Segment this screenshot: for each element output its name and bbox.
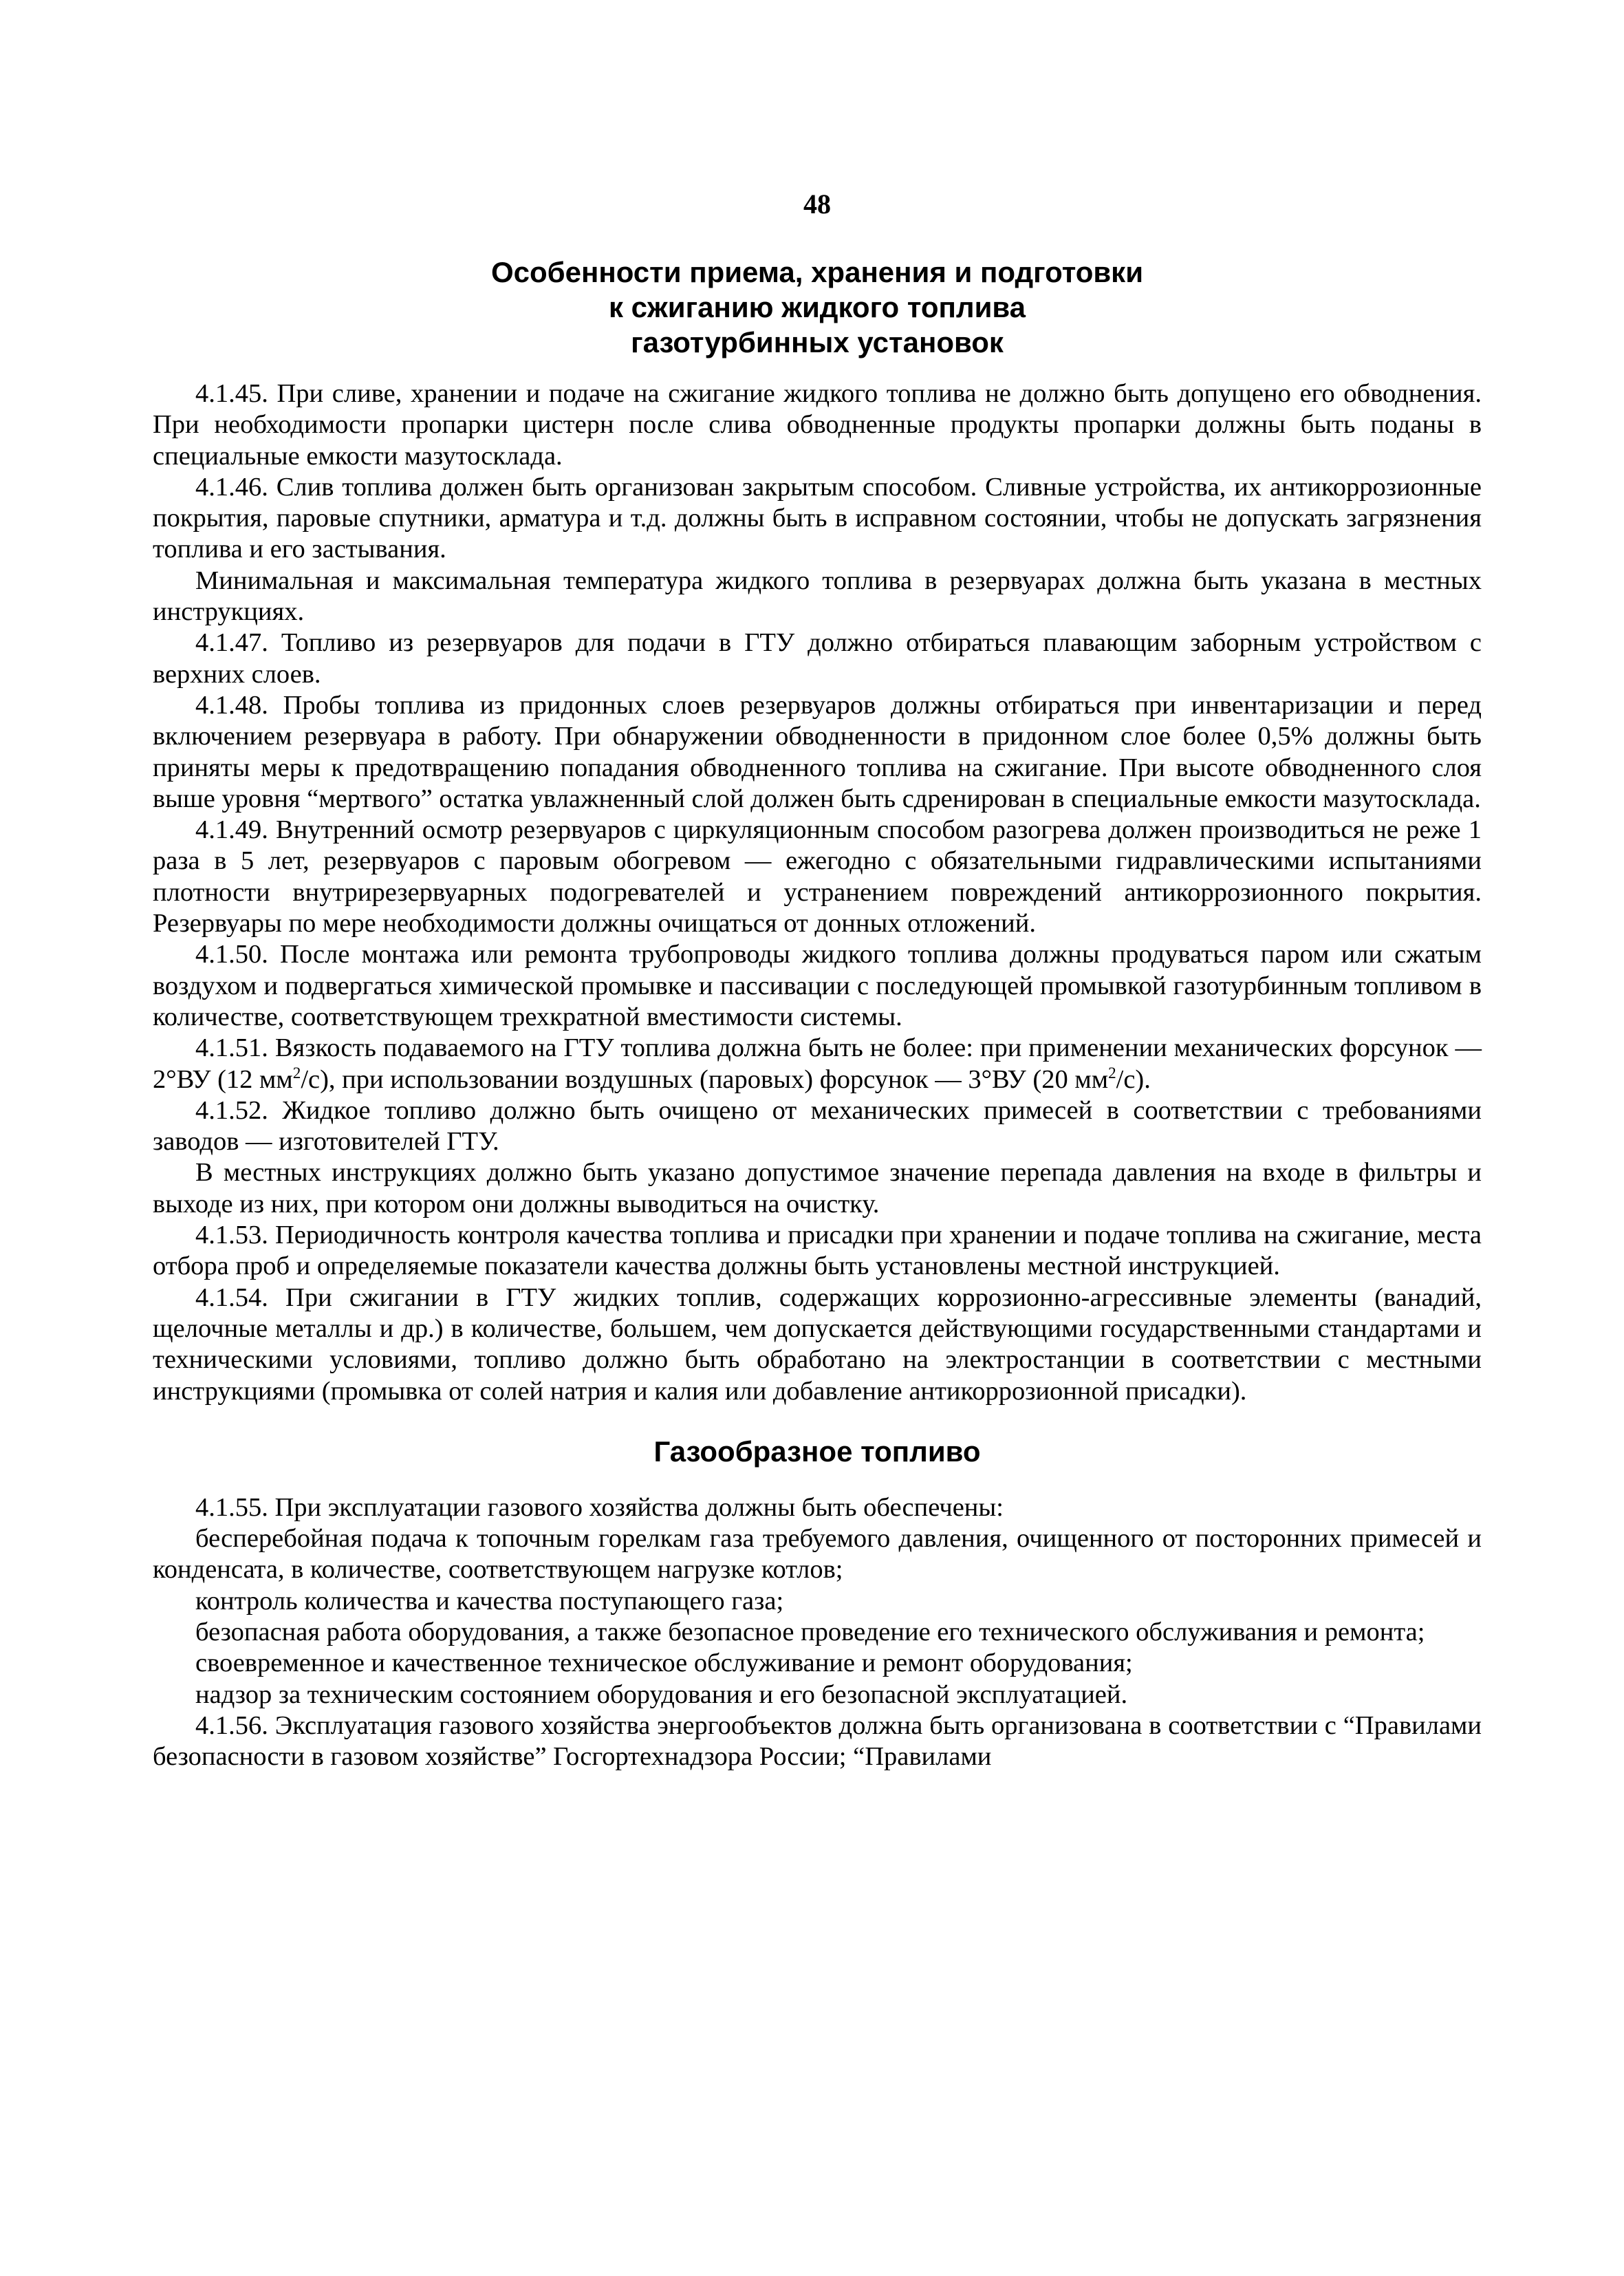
list-item-gas-control: контроль количества и качества поступающего газа; — [195, 1586, 784, 1615]
paragraph-4-1-45: 4.1.45. При сливе, хранении и подаче на сжигание жидкого топлива не должно быть допущено его обводнения. При необходимости пропарки цистерн после слива обводненные продукты пропарки должны быть поданы в специальные емкости мазутосклада. — [153, 379, 1482, 471]
section-title-line-3: газотурбинных установок — [631, 326, 1004, 358]
section-heading-gas-fuel: Газообразное топливо — [653, 1435, 981, 1468]
section-title — [153, 255, 1482, 360]
page-number: 48 — [803, 189, 831, 219]
paragraph-temperature: Минимальная и максимальная температура жидкого топлива в резервуарах должна быть указана в местных инструкциях. — [153, 566, 1482, 627]
list-item-maintenance: своевременное и качественное техническое обслуживание и ремонт оборудования; — [195, 1649, 1133, 1678]
paragraph-filters: В местных инструкциях должно быть указано допустимое значение перепада давления на входе в фильтры и выходе из них, при котором они должны выводиться на очистку. — [153, 1158, 1482, 1218]
section-title-line-2: к сжиганию жидкого топлива — [608, 291, 1026, 323]
paragraph-4-1-54: 4.1.54. При сжигании в ГТУ жидких топлив, содержащих коррозионно-агрессивные элементы (ванадий, щелочные металлы и др.) в количестве, большем, чем допускается действующими государственными стандартами и техническими условиями, топливо должно быть обработано на электростанции в соответствии с местными инструкциями (промывка от солей натрия и калия или добавление антикоррозионной присадки). — [153, 1282, 1482, 1406]
document-page — [153, 0, 1482, 2276]
paragraph-4-1-48: 4.1.48. Пробы топлива из придонных слоев резервуаров должны отбираться при инвентаризации и перед включением резервуара в работу. При обнаружении обводненности в придонном слое более 0,5% должны быть приняты меры к предотвращению попадания обводненного топлива на сжигание. При высоте обводненного слоя выше уровня “мертвого” остатка увлажненный слой должен быть сдренирован в специальные емкости мазутосклада. — [153, 690, 1482, 813]
paragraph-4-1-53: 4.1.53. Периодичность контроля качества топлива и присадки при хранении и подаче топлива на сжигание, места отбора проб и определяемые показатели качества должны быть установлены местной инструкцией. — [153, 1221, 1482, 1281]
list-item-supervision: надзор за техническим состоянием оборудования и его безопасной эксплуатацией. — [195, 1679, 1128, 1709]
section-title-line-1: Особенности приема, хранения и подготовки — [490, 256, 1144, 288]
superscript-2: 2 — [292, 1063, 301, 1082]
paragraph-4-1-51 — [153, 1033, 1482, 1095]
paragraph-4-1-47: 4.1.47. Топливо из резервуаров для подачи в ГТУ должно отбираться плавающим заборным устройством с верхних слоев. — [153, 628, 1482, 689]
paragraph-4-1-55: 4.1.55. При эксплуатации газового хозяйства должны быть обеспечены: — [195, 1492, 1004, 1522]
list-item-safe-operation: безопасная работа оборудования, а также безопасное проведение его технического обслуживания и ремонта; — [195, 1617, 1425, 1646]
body-text — [153, 378, 1482, 1772]
paragraph-4-1-51-part-1: 4.1.51. Вязкость подаваемого на ГТУ топлива должна быть не более: при применении механических форсунок — 2°ВУ (12 мм — [153, 1033, 1482, 1094]
paragraph-4-1-51-part-3: /с). — [1116, 1064, 1151, 1094]
paragraph-4-1-49: 4.1.49. Внутренний осмотр резервуаров с циркуляционным способом разогрева должен производиться не реже 1 раза в 5 лет, резервуаров с паровым обогревом — ежегодно с обязательными гидравлическими испытаниями плотности внутрирезервуарных подогревателей и устранением повреждений антикоррозионного покрытия. Резервуары по мере необходимости должны очищаться от донных отложений. — [153, 815, 1482, 938]
paragraph-4-1-50: 4.1.50. После монтажа или ремонта трубопроводы жидкого топлива должны продуваться паром или сжатым воздухом и подвергаться химической промывке и пассивации с последующей промывкой газотурбинным топливом в количестве, соответствующем трехкратной вместимости системы. — [153, 940, 1482, 1031]
paragraph-4-1-46: 4.1.46. Слив топлива должен быть организован закрытым способом. Сливные устройства, их антикоррозионные покрытия, паровые спутники, арматура и т.д. должны быть в исправном состоянии, чтобы не допускать загрязнения топлива и его застывания. — [153, 472, 1482, 564]
paragraph-4-1-51-part-2: /с), при использовании воздушных (паровых) форсунок — 3°ВУ (20 мм — [301, 1064, 1109, 1094]
paragraph-4-1-56: 4.1.56. Эксплуатация газового хозяйства энергообъектов должна быть организована в соответствии с “Правилами безопасности в газовом хозяйстве” Госгортехнадзора России; “Правилами — [153, 1710, 1482, 1772]
superscript-2: 2 — [1108, 1063, 1116, 1082]
paragraph-4-1-52: 4.1.52. Жидкое топливо должно быть очищено от механических примесей в соответствии с требованиями заводов — изготовителей ГТУ. — [153, 1095, 1482, 1157]
list-item-gas-supply: бесперебойная подача к топочным горелкам газа требуемого давления, очищенного от посторонних примесей и конденсата, в количестве, соответствующем нагрузке котлов; — [153, 1524, 1482, 1585]
